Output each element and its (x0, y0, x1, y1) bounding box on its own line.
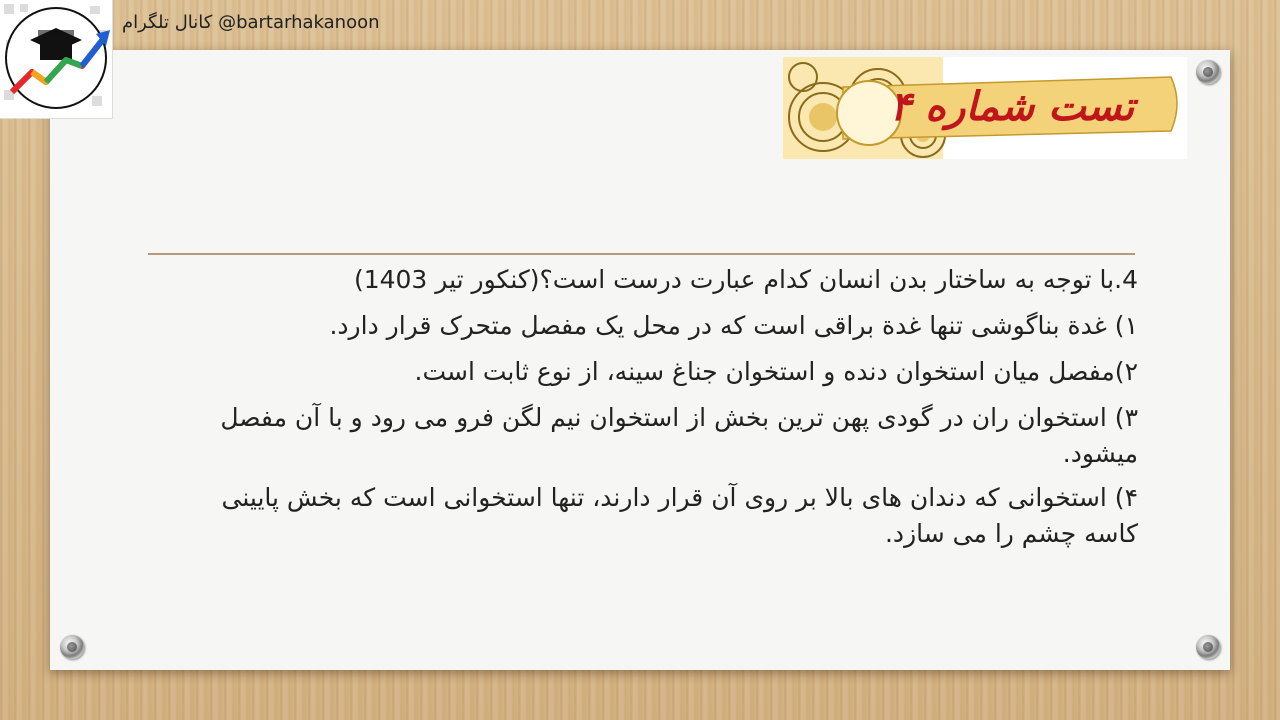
option-3: ۳) استخوان ران در گودی پهن ترین بخش از استخوان نیم لگن فرو می رود و با آن مفصل میشود. (220, 403, 1138, 468)
rivet-bottom-left (60, 635, 84, 659)
rivet-top-right (1196, 60, 1220, 84)
option-4: ۴) استخوانی که دندان های بالا بر روی آن قرار دارند، تنها استخوانی است که بخش پایینی کاسه چشم را می سازد. (221, 483, 1138, 548)
question-block (160, 262, 1138, 562)
option-2: ۲)مفصل میان استخوان دنده و استخوان جناغ سینه، از نوع ثابت است. (414, 357, 1138, 386)
test-number-banner (783, 57, 1187, 159)
logo-graduation-chart-icon (0, 0, 112, 118)
option-1: ۱) غدة بناگوشی تنها غدة براقی است که در محل یک مفصل متحرک قرار دارد. (329, 311, 1138, 340)
telegram-channel-label: کانال تلگرام @bartarhakanoon (122, 12, 380, 33)
question-stem: 4.با توجه به ساختار بدن انسان کدام عبارت درست است؟(کنکور تیر 1403) (353, 265, 1138, 294)
divider-rule (148, 253, 1135, 255)
rivet-bottom-right (1196, 635, 1220, 659)
banner-title: تست شماره ۴ (889, 84, 1135, 130)
channel-logo (0, 0, 113, 119)
